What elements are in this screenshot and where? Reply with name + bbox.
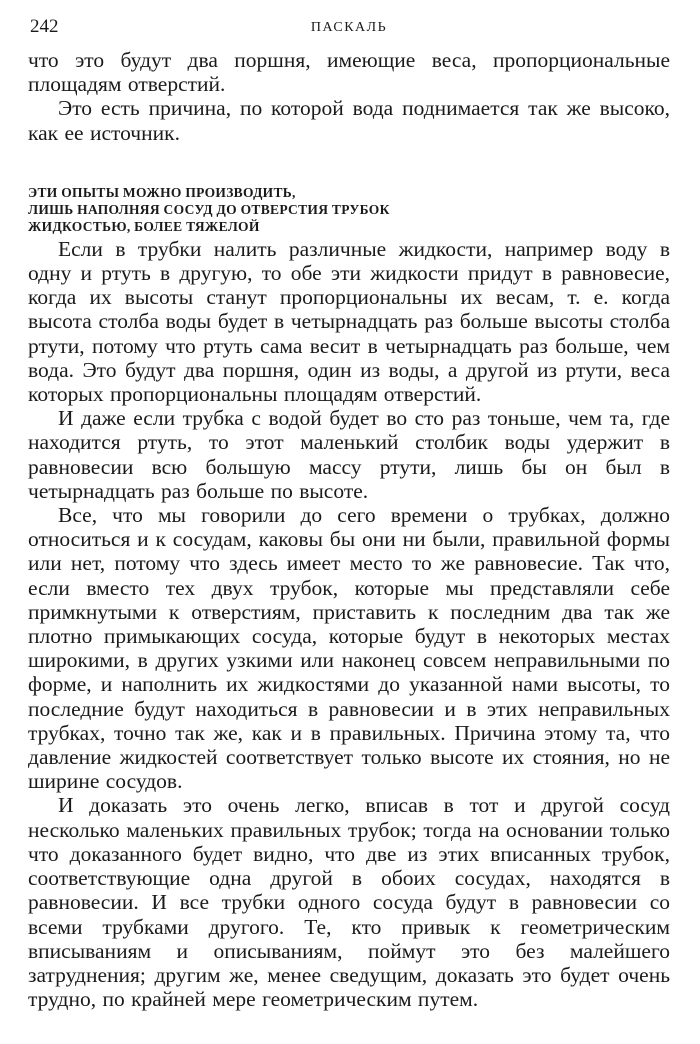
section-heading-line: ЭТИ ОПЫТЫ МОЖНО ПРОИЗВОДИТЬ, [28, 184, 296, 200]
paragraph: Если в трубки налить различные жидкости, например воду в одну и ртуть в другую, то обе эти жидкости придут в равновесие, когда их высоты станут пропорциональны их весам, т. е. когда высота столба воды будет в четырнадцать раз больше высоты столба ртути, потому что ртуть сама весит в четырнадцать раз больше, чем вода. Это будут два поршня, один из воды, а другой из ртути, веса которых пропорциональны площадям отверстий. [28, 236, 670, 407]
paragraph-continuation: что это будут два поршня, имеющие веса, пропорциональные площадям отверстий. [28, 48, 670, 97]
section-heading-line: ЖИДКОСТЬЮ, БОЛЕЕ ТЯЖЕЛОЙ [28, 218, 260, 234]
section-heading [28, 184, 670, 235]
section-heading-line: ЛИШЬ НАПОЛНЯЯ СОСУД ДО ОТВЕРСТИЯ ТРУБОК [28, 201, 390, 217]
running-title: ПАСКАЛЬ [310, 20, 388, 35]
paragraph: Это есть причина, по которой вода поднимается так же высоко, как ее источник. [28, 96, 670, 145]
book-page [28, 14, 670, 1011]
paragraph: И даже если трубка с водой будет во сто раз тоньше, чем та, где находится ртуть, то этот маленький столбик воды удержит в равновесии всю большую массу ртути, лишь бы он был в четырнадцать раз больше по высоте. [28, 406, 670, 503]
paragraph: И доказать это очень легко, вписав в тот и другой сосуд несколько маленьких правильных трубок; тогда на основании только что доказанного будет видно, что две из этих вписанных трубок, соответствующие одна другой в обоих сосудах, находятся в равновесии. И все трубки одного сосуда будут в равновесии со всеми трубками другого. Те, кто привык к геометрическим вписываниям и описываниям, поймут это без малейшего затруднения; другим же, менее сведущим, доказать это будет очень трудно, по крайней мере геометрическим путем. [28, 793, 670, 1012]
paragraph: Все, что мы говорили до сего времени о трубках, должно относиться и к сосудам, каковы бы они ни были, правильной формы или нет, потому что здесь имеет место то же равновесие. Так что, если вместо тех двух трубок, которые мы представляли себе примкнутыми к отверстиям, приставить к последним два так же плотно примыкающих сосуда, которые будут в некоторых местах широкими, в других узкими или наконец совсем неправильными по форме, и наполнить их жидкостями до указанной нами высоты, то последние будут находиться в равновесии и в этих неправильных трубках, точно так же, как и в правильных. Причина этому та, что давление жидкостей соответствует только высоте их стояния, но не ширине сосудов. [28, 503, 670, 794]
page-number: 242 [30, 16, 59, 37]
page-header [28, 14, 670, 48]
